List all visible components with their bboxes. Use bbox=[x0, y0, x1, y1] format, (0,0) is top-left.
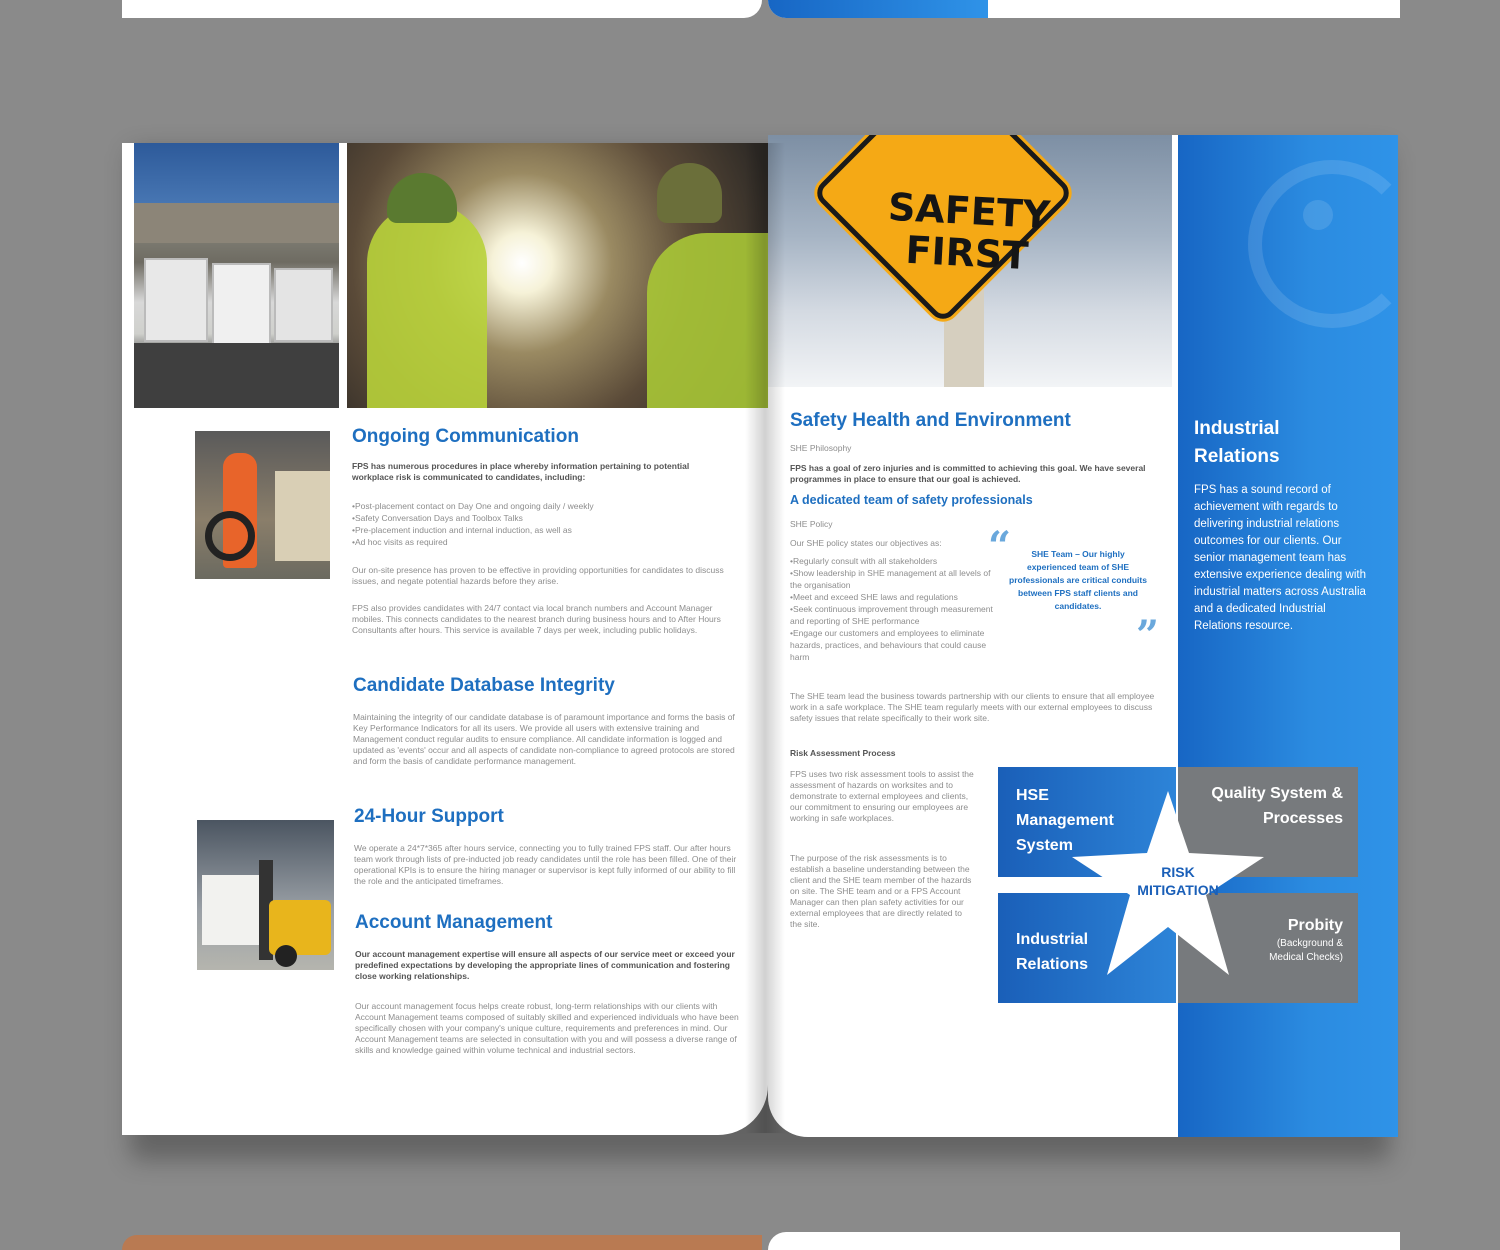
top-brochure-right-page bbox=[768, 0, 1400, 18]
she-team-text: The SHE team lead the business towards partnership with our clients to ensure that all employee work in a safe workplace. The SHE team regularly meets with our external employees to discuss safety issues that relate specifically to their work site. bbox=[790, 691, 1155, 723]
quote-close-icon: ” bbox=[1136, 612, 1160, 659]
risk-assessment-text-1: FPS uses two risk assessment tools to assist the assessment of hazards on worksites and to demonstrate to external employees and clients, our commitment to ensuring our employees are working in safe workplaces. bbox=[790, 769, 974, 823]
sign-line-2: FIRST bbox=[904, 227, 1030, 279]
sidebar-title-line-2: Relations bbox=[1194, 446, 1280, 467]
page-title-safety-health-environment: Safety Health and Environment bbox=[790, 410, 1071, 431]
she-philosophy-label: SHE Philosophy bbox=[790, 443, 852, 453]
list-item: • Regularly consult with all stakeholders bbox=[790, 555, 1002, 567]
worker-with-tyres-photo bbox=[195, 431, 330, 579]
list-item: • Ad hoc visits as required bbox=[352, 536, 722, 548]
risk-mitigation-label bbox=[1118, 863, 1238, 899]
forklift-photo bbox=[197, 820, 334, 970]
hse-label bbox=[1016, 783, 1114, 858]
hse-line-3: System bbox=[1016, 837, 1073, 854]
risk-line-1: RISK bbox=[1161, 864, 1195, 880]
risk-assessment-label: Risk Assessment Process bbox=[790, 748, 896, 758]
section-title-ongoing-communication: Ongoing Communication bbox=[352, 426, 579, 447]
list-item: • Seek continuous improvement through measurement and reporting of SHE performance bbox=[790, 603, 1002, 627]
quality-line-2: Processes bbox=[1262, 810, 1343, 827]
support-para: We operate a 24*7*365 after hours service, connecting you to fully trained FPS staff. Our after hours team work through lists of pre-inducted job ready candidates until the role has been filled. One of their operational KPIs is to ensure the hiring manager or supervisor is kept fully informed of our ability to fill the role and the anticipated timeframes. bbox=[354, 843, 737, 886]
account-management-para: Our account management focus helps create robust, long-term relationships with our clients with Account Management teams composed of suitably skilled and experienced individuals who have been specifically chosen with your company's unique culture, requirements and preferences in mind. Our Account Management teams are selected in consultation with you and will possess a diverse range of skills and knowledge gained within volume technical and industrial sectors. bbox=[355, 1001, 739, 1055]
probity-line-2: (Background & bbox=[1276, 938, 1343, 949]
account-management-intro: Our account management expertise will ensure all aspects of our service meet or exceed your predefined expectations by developing the appropriate lines of communication and fostering close working relationships. bbox=[355, 949, 735, 981]
left-page bbox=[122, 143, 768, 1135]
she-philosophy-text: FPS has a goal of zero injuries and is committed to achieving this goal. We have several programmes in place to ensure that our goal is achieved. bbox=[790, 463, 1146, 484]
ir-line-2: Relations bbox=[1016, 956, 1089, 973]
sidebar-title-line-1: Industrial bbox=[1194, 418, 1280, 439]
risk-assessment-text-2: The purpose of the risk assessments is to establish a baseline understanding between the client and the SHE team member of the hazards on site. The SHE team and or a FPS Account Manager can then plan safety activities for our external employees that are directly related to the site. bbox=[790, 853, 972, 929]
ongoing-communication-list bbox=[352, 500, 722, 548]
hse-line-1: HSE bbox=[1016, 787, 1049, 804]
risk-diagram bbox=[998, 767, 1358, 1005]
quote-open-icon: “ bbox=[988, 523, 1012, 570]
she-policy-label: SHE Policy bbox=[790, 519, 833, 529]
sidebar-watermark-dot bbox=[1303, 200, 1333, 230]
probity-line-1: Probity bbox=[1287, 917, 1343, 934]
she-team-quote: SHE Team – Our highly experienced team of SHE professionals are critical conduits between FPS staff clients and candidates. bbox=[1009, 549, 1147, 611]
list-item: • Safety Conversation Days and Toolbox Talks bbox=[352, 512, 722, 524]
ongoing-communication-para1: Our on-site presence has proven to be effective in providing opportunities for candidates to discuss issues, and negate potential hazards before they arise. bbox=[352, 565, 724, 586]
sign-line-1: SAFETY bbox=[886, 184, 1052, 238]
quality-label bbox=[1188, 781, 1343, 831]
list-item: • Pre-placement induction and internal induction, as well as bbox=[352, 524, 722, 536]
she-policy-intro: Our SHE policy states our objectives as: bbox=[790, 538, 942, 548]
section-title-account-management: Account Management bbox=[355, 912, 553, 933]
quality-line-1: Quality System & bbox=[1211, 785, 1343, 802]
candidate-database-para: Maintaining the integrity of our candidate database is of paramount importance and forms the basis of Key Performance Indicators for all its users. We provide all users with extensive training and Management conduct regular audits to ensure compliance. All candidate information is logged and updated as 'events' occur and all aspects of candidate non-compliance to agreed protocols are stored and form the basis of candidate performance management. bbox=[353, 712, 735, 766]
right-page bbox=[768, 135, 1398, 1137]
subheading-dedicated-team: A dedicated team of safety professionals bbox=[790, 493, 1033, 507]
list-item: • Engage our customers and employees to eliminate hazards, practices, and behaviours that could cause harm bbox=[790, 627, 1002, 663]
hse-line-2: Management bbox=[1016, 812, 1114, 829]
ongoing-communication-para2: FPS also provides candidates with 24/7 contact via local branch numbers and Account Manager mobiles. This connects candidates to the nearest branch during business hours and to After Hours Consultants after hours. This service is available 7 days per week, including public holidays. bbox=[352, 603, 721, 635]
list-item: • Post-placement contact on Day One and ongoing daily / weekly bbox=[352, 500, 722, 512]
sign-text bbox=[861, 185, 1075, 280]
risk-line-2: MITIGATION bbox=[1137, 882, 1219, 898]
ongoing-communication-intro: FPS has numerous procedures in place whereby information pertaining to potential workplace risk is communicated to candidates, including: bbox=[352, 461, 690, 482]
ir-line-1: Industrial bbox=[1016, 931, 1089, 948]
sidebar-title bbox=[1194, 415, 1280, 471]
probity-label bbox=[1228, 915, 1343, 965]
bottom-brochure-left-page bbox=[122, 1235, 762, 1250]
sidebar-watermark-swirl bbox=[1248, 160, 1398, 328]
she-policy-list bbox=[790, 555, 1002, 663]
bottom-brochure-right-page bbox=[768, 1232, 1400, 1250]
section-title-candidate-database-integrity: Candidate Database Integrity bbox=[353, 675, 615, 696]
sidebar-text: FPS has a sound record of achievement with regards to delivering industrial relations outcomes for our clients. Our senior management team has extensive experience dealing with industrial matters across Australia and a dedicated Industrial Relations resource. bbox=[1194, 484, 1366, 632]
list-item: • Show leadership in SHE management at all levels of the organisation bbox=[790, 567, 1002, 591]
trucks-photo bbox=[134, 143, 339, 408]
spine-shadow bbox=[745, 143, 785, 1133]
probity-line-3: Medical Checks) bbox=[1269, 952, 1343, 963]
section-title-24-hour-support: 24-Hour Support bbox=[354, 806, 504, 827]
industrial-relations-label bbox=[1016, 927, 1088, 977]
top-brochure-left-page bbox=[122, 0, 762, 18]
list-item: • Meet and exceed SHE laws and regulations bbox=[790, 591, 1002, 603]
workers-hi-vis-photo bbox=[347, 143, 768, 408]
